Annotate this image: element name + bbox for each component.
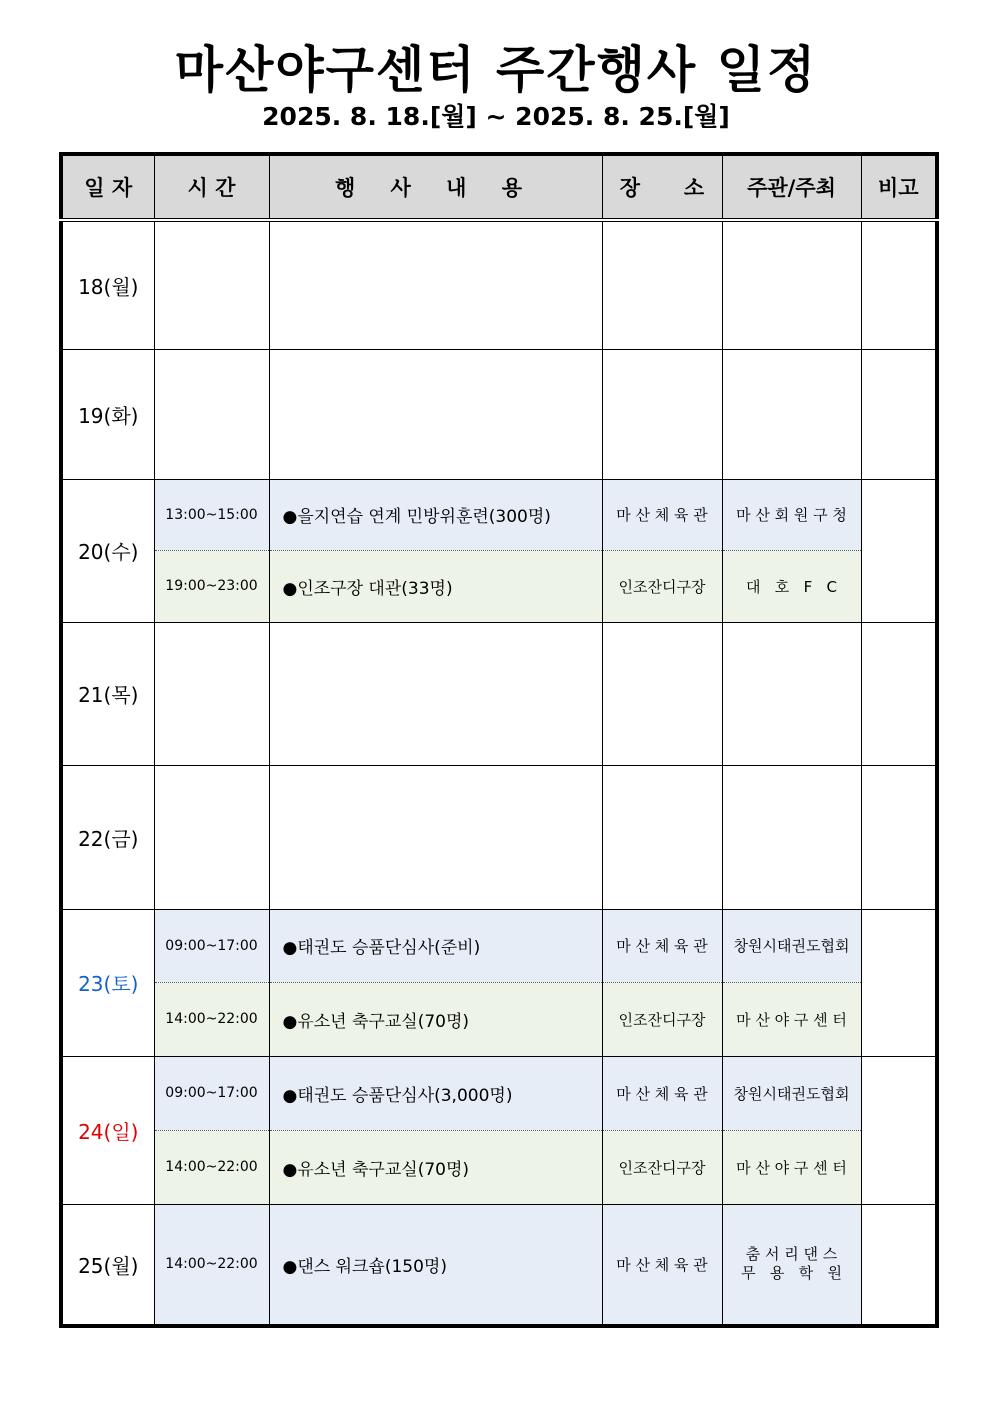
time-cell bbox=[154, 220, 269, 349]
host-cell: 대 호 F C bbox=[722, 550, 861, 622]
note-cell bbox=[861, 622, 937, 765]
header-place: 장 소 bbox=[602, 154, 722, 220]
host-cell bbox=[722, 622, 861, 765]
place-cell bbox=[602, 349, 722, 479]
header-row bbox=[61, 154, 937, 220]
header-time: 시 간 bbox=[154, 154, 269, 220]
day-cell: 24(일) bbox=[61, 1056, 154, 1204]
time-cell: 09:00~17:00 bbox=[154, 1056, 269, 1130]
host-cell: 창원시태권도협회 bbox=[722, 1056, 861, 1130]
note-cell bbox=[861, 349, 937, 479]
host-cell bbox=[722, 1204, 861, 1326]
note-cell bbox=[861, 1204, 937, 1326]
content-cell: ●을지연습 연계 민방위훈련(300명) bbox=[269, 479, 602, 550]
header-date: 일 자 bbox=[61, 154, 154, 220]
time-cell: 14:00~22:00 bbox=[154, 1130, 269, 1204]
table-row bbox=[61, 220, 937, 349]
table-row bbox=[61, 1204, 937, 1326]
host-cell bbox=[722, 220, 861, 349]
note-cell bbox=[861, 909, 937, 1056]
host-cell bbox=[722, 349, 861, 479]
content-cell: ●유소년 축구교실(70명) bbox=[269, 982, 602, 1056]
host-cell: 창원시태권도협회 bbox=[722, 909, 861, 982]
table-row bbox=[61, 349, 937, 479]
time-cell: 09:00~17:00 bbox=[154, 909, 269, 982]
table-row bbox=[61, 550, 937, 622]
schedule-table bbox=[59, 152, 939, 1328]
header-content: 행 사 내 용 bbox=[269, 154, 602, 220]
host-cell: 마 산 야 구 센 터 bbox=[722, 982, 861, 1056]
table-row bbox=[61, 1056, 937, 1130]
day-cell: 25(월) bbox=[61, 1204, 154, 1326]
table-row bbox=[61, 909, 937, 982]
place-cell: 마 산 체 육 관 bbox=[602, 909, 722, 982]
host-cell: 마 산 야 구 센 터 bbox=[722, 1130, 861, 1204]
place-cell: 마 산 체 육 관 bbox=[602, 1056, 722, 1130]
host-line-1: 춤 서 리 댄 스 bbox=[745, 1245, 838, 1264]
content-cell: ●태권도 승품단심사(3,000명) bbox=[269, 1056, 602, 1130]
time-cell: 14:00~22:00 bbox=[154, 982, 269, 1056]
table-row bbox=[61, 1130, 937, 1204]
content-cell bbox=[269, 622, 602, 765]
place-cell bbox=[602, 220, 722, 349]
table-row bbox=[61, 479, 937, 550]
date-range: 2025. 8. 18.[월] ~ 2025. 8. 25.[월] bbox=[262, 102, 730, 131]
content-cell: ●유소년 축구교실(70명) bbox=[269, 1130, 602, 1204]
place-cell bbox=[602, 622, 722, 765]
time-cell: 19:00~23:00 bbox=[154, 550, 269, 622]
time-cell bbox=[154, 349, 269, 479]
table-row bbox=[61, 622, 937, 765]
content-cell: ●인조구장 대관(33명) bbox=[269, 550, 602, 622]
place-cell: 마 산 체 육 관 bbox=[602, 1204, 722, 1326]
header-note: 비고 bbox=[861, 154, 937, 220]
place-cell: 인조잔디구장 bbox=[602, 1130, 722, 1204]
time-cell bbox=[154, 622, 269, 765]
day-cell: 22(금) bbox=[61, 765, 154, 909]
note-cell bbox=[861, 220, 937, 349]
host-cell: 마 산 회 원 구 청 bbox=[722, 479, 861, 550]
content-cell: ●태권도 승품단심사(준비) bbox=[269, 909, 602, 982]
place-cell: 인조잔디구장 bbox=[602, 982, 722, 1056]
day-cell: 23(토) bbox=[61, 909, 154, 1056]
place-cell: 마 산 체 육 관 bbox=[602, 479, 722, 550]
content-cell bbox=[269, 349, 602, 479]
time-cell bbox=[154, 765, 269, 909]
time-cell: 14:00~22:00 bbox=[154, 1204, 269, 1326]
place-cell: 인조잔디구장 bbox=[602, 550, 722, 622]
header-host: 주관/주최 bbox=[722, 154, 861, 220]
content-cell bbox=[269, 220, 602, 349]
place-cell bbox=[602, 765, 722, 909]
time-cell: 13:00~15:00 bbox=[154, 479, 269, 550]
day-cell: 19(화) bbox=[61, 349, 154, 479]
table-row bbox=[61, 982, 937, 1056]
note-cell bbox=[861, 479, 937, 622]
note-cell bbox=[861, 765, 937, 909]
page-title: 마산야구센터 주간행사 일정 bbox=[174, 41, 818, 99]
note-cell bbox=[861, 1056, 937, 1204]
host-line-2: 무 용 학 원 bbox=[741, 1264, 842, 1283]
day-cell: 21(목) bbox=[61, 622, 154, 765]
content-cell bbox=[269, 765, 602, 909]
day-cell: 20(수) bbox=[61, 479, 154, 622]
host-cell bbox=[722, 765, 861, 909]
day-cell: 18(월) bbox=[61, 220, 154, 349]
table-row bbox=[61, 765, 937, 909]
content-cell: ●댄스 워크숍(150명) bbox=[269, 1204, 602, 1326]
